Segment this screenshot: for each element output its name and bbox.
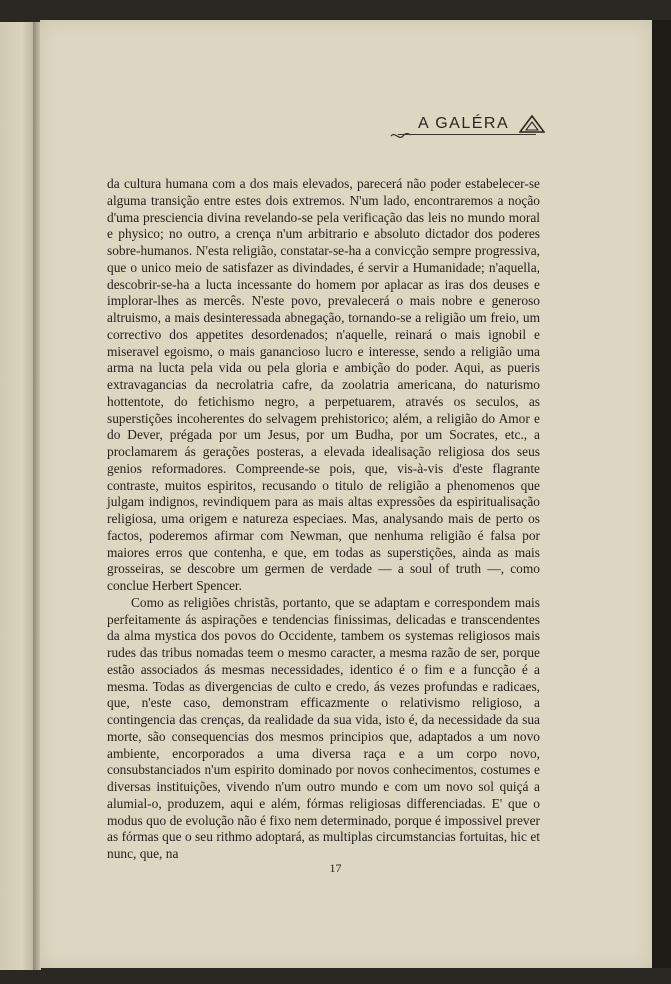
page-number	[0, 861, 671, 876]
paragraph: Como as religiões christãs, portanto, que se adaptam e correspondem mais perfeitamente ás aspirações e tendencias finissimas, delicadas e transcendentes da alma mystica dos povos do Occidente, tambem os systemas religiosos mais rudes das tribus nomadas teem o mesmo caracter, a mesma razão de ser, porque estão associados ás mesmas necessidades, identico é o fim e a funcção é a mesma. Todas as divergencias de culto e credo, ás vezes profundas e radicaes, que, n'este caso, demonstram efficazmente o relativismo religioso, a contingencia das crenças, da realidade da sua vida, isto é, da necessidade da sua morte, são consequencias dos mesmos principios que, adaptados a um novo ambiente, encorporados a uma diversa raça e a um corpo novo, consubstanciados n'um espirito dominado por novos conhecimentos, costumes e diversas instituições, vivendo n'um outro mundo e com um novo sol quiçá a alumial-o, produzem, aqui e além, fórmas religiosas differenciadas. E' que o modus quo de evolução não é fixo nem determinado, porque é impossivel prever as fórmas que o seu rithmo adoptará, as multiplas circumstancias fortuitas, hic et nunc, que, na	[107, 594, 540, 861]
page-number-text: 17	[329, 861, 342, 875]
body-text	[107, 176, 540, 863]
running-header	[418, 113, 545, 135]
triangle-emblem-icon	[519, 115, 545, 133]
header-title: A GALÉRA	[418, 115, 510, 132]
page-shadow-edge	[652, 20, 671, 968]
header-rule	[398, 134, 536, 135]
left-page-edge	[0, 22, 36, 970]
flourish-ornament-icon	[390, 130, 412, 142]
paragraph: da cultura humana com a dos mais elevados, parecerá não poder estabelecer-se alguma transição entre estes dois extremos. N'um lado, encontraremos a noção d'uma presciencia divina revelando-se pela verificação das leis no mundo moral e physico; no outro, a crença n'um arbitrario e absoluto dictador dos poderes sobre-humanos. N'esta religião, constatar-se-ha a convicção sempre progressiva, que o unico meio de satisfazer as divindades, é servir a Humanidade; n'aquella, descobrir-se-ha a lucta incessante do homem por aplacar as iras dos deuses e implorar-lhes as mercês. N'este povo, prevalecerá o mais nobre e generoso altruismo, a mais desinteressada abnegação, tornando-se a religião um freio, um correctivo dos appetites desordenados; n'aquelle, reinará o mais ignobil e miseravel egoismo, o mais ganancioso lucro e interesse, sendo a religião uma arma na lucta pela vida ou pela gloria e ambição do poder. Aqui, as pueris extravagancias da necrolatria cafre, da zoolatria americana, do naturismo hottentote, do fetichismo negro, a perpetuarem, através os seculos, as superstições incoherentes do selvagem prehistorico; além, a religião do Amor e do Dever, prégada por um Jesus, por um Budha, por um Socrates, etc., a proclamarem ás gerações posteras, a elevada idealisação religiosa dos seus genios reformadores. Compreende-se pois, que, vis-à-vis d'este flagrante contraste, muitos espiritos, recusando o titulo de religião a phenomenos que julgam indignos, revindiquem para as mais altas expressões da espiritualisação religiosa, uma origem e natureza especiaes. Mas, analysando mais de perto os factos, poderemos afirmar com Newman, que nenhuma religião é falsa por maiores erros que contenha, e que, em todas as superstições, ainda as mais grosseiras, se descobre um germen de verdade — a soul of truth —, como conclue Herbert Spencer.	[107, 176, 540, 593]
